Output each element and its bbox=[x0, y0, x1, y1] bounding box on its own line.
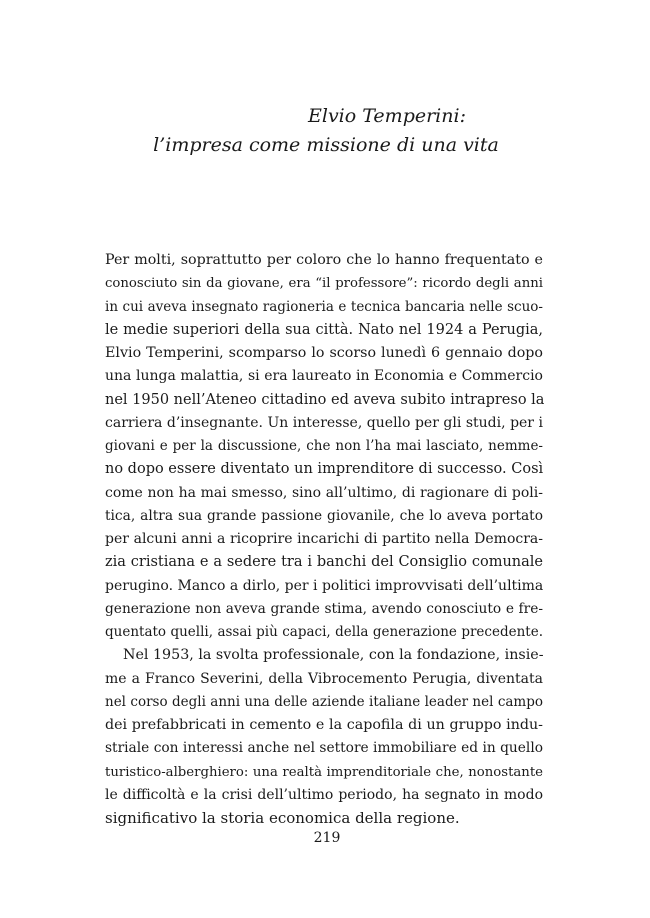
text-line: Per molti, soprattutto per coloro che lo hanno frequentato e bbox=[105, 252, 543, 268]
paragraph-1 bbox=[105, 249, 543, 644]
text-line: generazione non aveva grande stima, avendo conosciuto e fre- bbox=[105, 600, 543, 617]
text-line: le difficoltà e la crisi dell’ultimo periodo, ha segnato in modo bbox=[105, 786, 543, 803]
text-line: significativo la storia economica della regione. bbox=[105, 809, 460, 827]
text-line: perugino. Manco a dirlo, per i politici improvvisati dell’ultima bbox=[105, 577, 544, 594]
text-line: Nel 1953, la svolta professionale, con la fondazione, insie- bbox=[123, 647, 544, 664]
page-number bbox=[0, 829, 650, 847]
text-line: Elvio Temperini, scomparso lo scorso lunedì 6 gennaio dopo bbox=[105, 345, 543, 361]
text-line: nel corso degli anni una delle aziende italiane leader nel campo bbox=[105, 693, 543, 710]
text-line: me a Franco Severini, della Vibrocemento Perugia, diventata bbox=[105, 670, 543, 687]
page-number-text: 219 bbox=[313, 830, 341, 846]
text-line: per alcuni anni a ricoprire incarichi di partito nella Democra- bbox=[105, 531, 543, 547]
text-line: tica, altra sua grande passione giovanile, che lo aveva portato bbox=[105, 507, 543, 524]
text-line: le medie superiori della sua città. Nato nel 1924 a Perugia, bbox=[105, 321, 543, 338]
text-line: turistico-alberghiero: una realtà imprenditoriale che, nonostante bbox=[105, 764, 543, 780]
text-line: zia cristiana e a sedere tra i banchi del Consiglio comunale bbox=[105, 554, 543, 571]
text-line: striale con interessi anche nel settore immobiliare ed in quello bbox=[105, 740, 543, 757]
text-line: quentato quelli, assai più capaci, della generazione precedente. bbox=[105, 624, 543, 640]
chapter-title bbox=[0, 102, 650, 160]
text-line: come non ha mai smesso, sino all’ultimo, di ragionare di poli- bbox=[105, 484, 543, 501]
text-line: conosciuto sin da giovane, era “il professore”: ricordo degli anni bbox=[105, 276, 543, 292]
text-line: dei prefabbricati in cemento e la capofila di un gruppo indu- bbox=[105, 717, 543, 733]
text-line: in cui aveva insegnato ragioneria e tecnica bancaria nelle scuo- bbox=[105, 298, 543, 315]
body-text bbox=[105, 249, 543, 830]
text-line: una lunga malattia, si era laureato in Economia e Commercio bbox=[105, 368, 543, 385]
chapter-title-line-2: l’impresa come missione di una vita bbox=[153, 134, 499, 156]
paragraph-2 bbox=[105, 644, 543, 830]
text-line: nel 1950 nell’Ateneo cittadino ed aveva subito intrapreso la bbox=[105, 391, 545, 408]
text-line: giovani e per la discussione, che non l’ha mai lasciato, nemme- bbox=[105, 438, 543, 454]
text-line: no dopo essere diventato un imprenditore di successo. Così bbox=[105, 461, 544, 478]
text-line: carriera d’insegnante. Un interesse, quello per gli studi, per i bbox=[105, 414, 543, 431]
chapter-title-line-1: Elvio Temperini: bbox=[308, 105, 466, 127]
